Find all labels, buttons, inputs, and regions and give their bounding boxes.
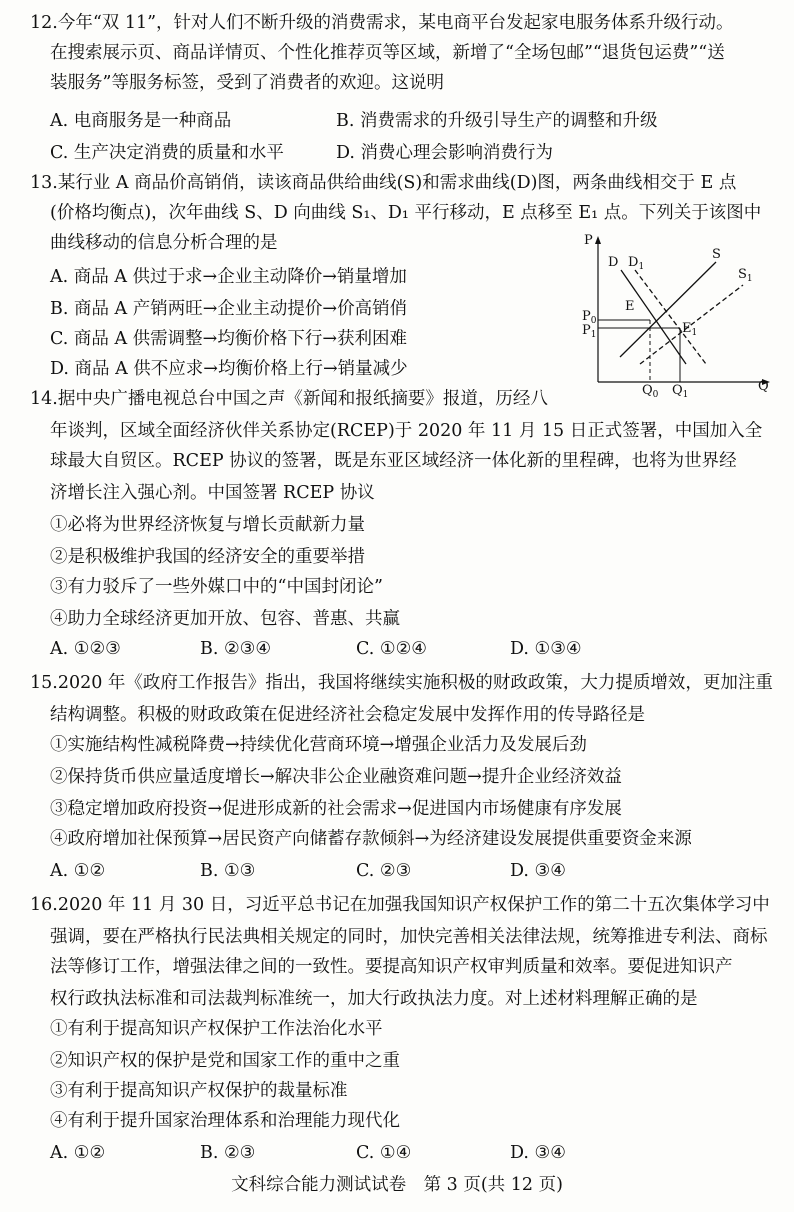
q14-option-b: B. ②③④ [200,639,272,659]
curve-s-label: S [712,247,721,262]
q16-statement-1: ①有利于提高知识产权保护工作法治化水平 [50,1019,383,1039]
guide-lines [598,320,680,382]
q16-statement-3: ③有利于提高知识产权保护的裁量标准 [50,1081,348,1101]
q15-line-1: 15.2020 年《政府工作报告》指出，我国将继续实施积极的财政政策，大力提质增效，更加注重 [30,673,773,693]
q16-option-a: A. ①② [50,1143,106,1163]
q12-option-d: D. 消费心理会影响消费行为 [336,143,554,163]
q15-option-d: D. ③④ [510,861,566,881]
q14-statement-4: ④助力全球经济更加开放、包容、普惠、共赢 [50,609,400,629]
q13-option-b: B. 商品 A 产销两旺→企业主动提价→价高销俏 [50,299,408,319]
q14-statement-1: ①必将为世界经济恢复与增长贡献新力量 [50,515,365,535]
q13-line-1: 13.某行业 A 商品价高销俏，读该商品供给曲线(S)和需求曲线(D)图，两条曲线相交于 E 点 [30,173,737,193]
p0-label: $P_0$ [582,309,597,326]
curve-d1 [635,270,706,364]
q16-line-3: 法等修订工作，增强法律之间的一致性。要提高知识产权审判质量和效率。要促进知识产 [50,957,733,977]
q16-statement-4: ④有利于提升国家治理体系和治理能力现代化 [50,1111,400,1131]
q15-statement-2: ②保持货币供应量适度增长→解决非公企业融资难问题→提升企业经济效益 [50,767,622,787]
q14-line-3: 球最大自贸区。RCEP 协议的签署，既是东亚区域经济一体化新的里程碑，也将为世界经 [50,451,737,471]
q13-option-a: A. 商品 A 供过于求→企业主动降价→销量增加 [50,267,407,287]
q16-statement-2: ②知识产权的保护是党和国家工作的重中之重 [50,1051,400,1071]
point-e1-label: $E_1$ [682,321,698,338]
q14-line-2: 年谈判，区域全面经济伙伴关系协定(RCEP)于 2020 年 11 月 15 日正式签署，中国加入全 [50,421,763,441]
q14-option-d: D. ①③④ [510,639,582,659]
q14-option-c: C. ①②④ [356,639,427,659]
page-footer: 文科综合能力测试试卷 第 3 页(共 12 页) [231,1175,563,1195]
q14-line-4: 济增长注入强心剂。中国签署 RCEP 协议 [50,483,375,503]
q13-line-3: 曲线移动的信息分析合理的是 [50,233,278,253]
p1-label: $P_1$ [582,323,597,340]
q15-statement-1: ①实施结构性减税降费→持续优化营商环境→增强企业活力及发展后劲 [50,735,587,755]
point-e-label: E [625,299,635,314]
q13-option-c: C. 商品 A 供需调整→均衡价格下行→获利困难 [50,329,407,349]
q16-option-d: D. ③④ [510,1143,566,1163]
curve-s1-label: $S_1$ [738,267,753,284]
q15-option-c: C. ②③ [356,861,412,881]
q15-option-a: A. ①② [50,861,106,881]
q1-label: $Q_1$ [672,383,689,400]
q14-statement-3: ③有力驳斥了一些外媒口中的“中国封闭论” [50,577,383,597]
q13-option-d: D. 商品 A 供不应求→均衡价格上行→销量减少 [50,359,408,379]
q14-statement-2: ②是积极维护我国的经济安全的重要举措 [50,547,365,567]
axis-q-label: Q [758,379,769,394]
q12-line-3: 装服务”等服务标签，受到了消费者的欢迎。这说明 [50,73,444,93]
q15-option-b: B. ①③ [200,861,256,881]
q12-option-c: C. 生产决定消费的质量和水平 [50,143,284,163]
axis-p-label: P [584,233,593,248]
graph-axes [595,236,770,385]
curve-d-label: D [608,255,619,270]
q13-line-2: (价格均衡点)，次年曲线 S、D 向曲线 S₁、D₁ 平行移动，E 点移至 E₁ 点。下列关于该图中 [50,203,762,223]
q15-line-2: 结构调整。积极的财政政策在促进经济社会稳定发展中发挥作用的传导路径是 [50,705,645,725]
q15-statement-3: ③稳定增加政府投资→促进形成新的社会需求→促进国内市场健康有序发展 [50,799,622,819]
q16-line-1: 16.2020 年 11 月 30 日，习近平总书记在加强我国知识产权保护工作的第二十五次集体学习中 [30,895,770,915]
q12-option-b: B. 消费需求的升级引导生产的调整和升级 [336,111,658,131]
q16-line-4: 权行政执法标准和司法裁判标准统一，加大行政执法力度。对上述材料理解正确的是 [50,989,698,1009]
q12-option-a: A. 电商服务是一种商品 [50,111,232,131]
q12-line-1: 12.今年“双 11”，针对人们不断升级的消费需求，某电商平台发起家电服务体系升级行动。 [30,13,734,33]
supply-demand-graph [578,232,778,400]
curve-d [621,270,686,364]
q15-statement-4: ④政府增加社保预算→居民资产向储蓄存款倾斜→为经济建设发展提供重要资金来源 [50,829,692,849]
q16-option-c: C. ①④ [356,1143,412,1163]
q16-line-2: 强调，要在严格执行民法典相关规定的同时，加快完善相关法律法规，统筹推进专利法、商标 [50,927,768,947]
q14-option-a: A. ①②③ [50,639,121,659]
q16-option-b: B. ②③ [200,1143,256,1163]
curve-d1-label: $D_1$ [628,255,645,272]
q14-line-1: 14.据中央广播电视总台中国之声《新闻和报纸摘要》报道，历经八 [30,389,548,409]
q12-line-2: 在搜索展示页、商品详情页、个性化推荐页等区域，新增了“全场包邮”“退货包运费”“送 [50,43,725,63]
q0-label: $Q_0$ [642,383,659,400]
